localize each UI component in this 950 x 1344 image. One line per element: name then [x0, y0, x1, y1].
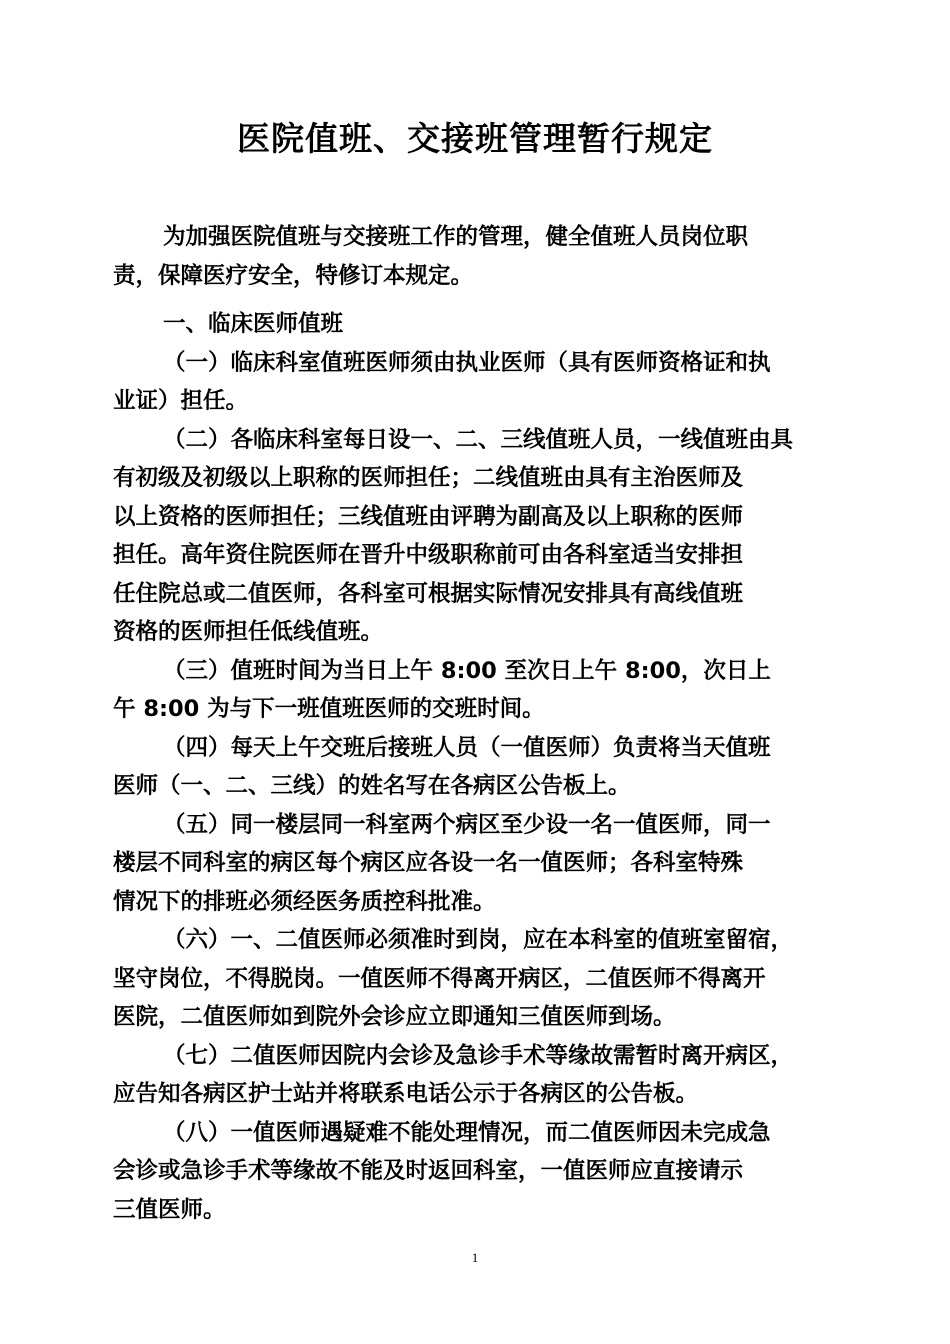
item-paragraph: [113, 729, 838, 806]
item-paragraph: [113, 1037, 838, 1114]
item-paragraph: [113, 921, 838, 1037]
intro-line: 责，保障医疗安全，特修订本规定。: [113, 262, 474, 289]
document-body: [113, 218, 838, 1229]
item-line: 以上资格的医师担任；三线值班由评聘为副高及以上职称的医师: [113, 503, 744, 530]
item-paragraph: [113, 1114, 838, 1230]
item-line: 医院，二值医师如到院外会诊应立即通知三值医师到场。: [113, 1004, 676, 1030]
item-line: （一）临床科室值班医师须由执业医师（具有医师资格证和执: [163, 349, 771, 376]
item-line: （五）同一楼层同一科室两个病区至少设一名一值医师，同一: [163, 811, 771, 838]
item-line: 坚守岗位，不得脱岗。一值医师不得离开病区，二值医师不得离开: [113, 965, 766, 992]
item-line: （四）每天上午交班后接班人员（一值医师）负责将当天值班: [163, 734, 771, 761]
section-heading-text: 一、临床医师值班: [163, 311, 344, 337]
item-line: 情况下的排班必须经医务质控科批准。: [113, 888, 496, 915]
intro-line: 为加强医院值班与交接班工作的管理，健全值班人员岗位职: [163, 224, 749, 250]
item-line: 三值医师。: [113, 1196, 226, 1223]
item-paragraph: [113, 652, 838, 729]
item-line: （六）一、二值医师必须准时到岗，应在本科室的值班室留宿，: [163, 927, 794, 953]
item-line: （七）二值医师因院内会诊及急诊手术等缘故需暂时离开病区，: [163, 1042, 794, 1069]
item-line: （三）值班时间为当日上午 8:00 至次日上午 8:00，次日上: [163, 657, 771, 684]
item-line: 午 8:00 为与下一班值班医师的交班时间。: [113, 696, 545, 722]
item-line: 业证）担任。: [113, 388, 249, 414]
item-paragraph: [113, 806, 838, 922]
item-line: 楼层不同科室的病区每个病区应各设一名一值医师；各科室特殊: [113, 850, 744, 876]
document-title: 医院值班、交接班管理暂行规定: [237, 119, 713, 158]
item-line: 担任。高年资住院医师在晋升中级职称前可由各科室适当安排担: [113, 542, 744, 568]
item-line: 任住院总或二值医师，各科室可根据实际情况安排具有高线值班: [113, 580, 744, 607]
spacer: [113, 295, 838, 305]
item-paragraph: [113, 344, 838, 421]
intro-paragraph: [113, 218, 838, 295]
item-line: 会诊或急诊手术等缘故不能及时返回科室，一值医师应直接请示: [113, 1158, 744, 1184]
item-line: 有初级及初级以上职称的医师担任；二线值班由具有主治医师及: [113, 465, 744, 491]
item-line: 应告知各病区护士站并将联系电话公示于各病区的公告板。: [113, 1081, 699, 1107]
item-line: 资格的医师担任低线值班。: [113, 619, 384, 645]
section-heading: [113, 305, 838, 344]
item-line: 医师（一、二、三线）的姓名写在各病区公告板上。: [113, 773, 631, 799]
item-line: （八）一值医师遇疑难不能处理情况，而二值医师因未完成急: [163, 1119, 771, 1146]
item-line: （二）各临床科室每日设一、二、三线值班人员，一线值班由具: [163, 426, 794, 453]
page-number: 1: [471, 1250, 479, 1265]
item-paragraph: [113, 421, 838, 652]
